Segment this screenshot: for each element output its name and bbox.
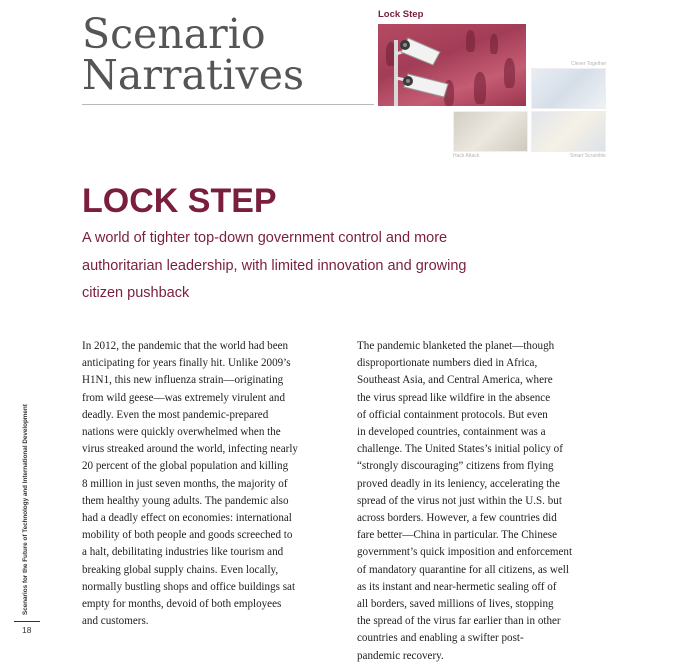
- body-text-left-column: In 2012, the pandemic that the world had been anticipating for years finally hit. Unlike 2009’s H1N1, this new influenza strain—originating from wild geese—was extremely virulent and deadly. Even the most pandemic-prepared nations were quickly overwhelmed when the virus streaked around the world, infecting nearly 20 percent of the global population and killing 8 million in just seven months, the majority of them healthy young adults. The pandemic also had a deadly effect on economies: international mobility of both people and goods screeched to a halt, debilitating industries like tourism and breaking global supply chains. Even locally, normally bustling shops and office buildings sat empty for months, devoid of both employees and customers.: [82, 340, 298, 628]
- smart-scramble-image: [531, 111, 606, 152]
- scenario-heading: LOCK STEP: [82, 182, 277, 220]
- section-title: [82, 10, 372, 99]
- lock-step-image: [378, 24, 526, 106]
- smart-scramble-label: Smart Scramble: [570, 153, 606, 159]
- clever-together-label: Clever Together: [571, 61, 607, 67]
- publication-side-label: Scenarios for the Future of Technology and International Development: [22, 404, 29, 615]
- title-divider: [82, 104, 374, 105]
- page-number: 18: [22, 625, 32, 635]
- hack-attack-label: Hack Attack: [453, 153, 480, 159]
- section-title-line-1: Scenario: [82, 10, 266, 58]
- surveillance-camera-icon: [378, 24, 526, 106]
- body-text-right-column: The pandemic blanketed the planet—though disproportionate numbers died in Africa, Southeast Asia, and Central America, where the virus spread like wildfire in the absence of official containment protocols. But even in developed countries, containment was a challenge. The United States’s initial policy of “strongly discouraging” citizens from flying proved deadly in its leniency, accelerating the spread of the virus not just within the U.S. but across borders. However, a few countries did fare better—China in particular. The Chinese government’s quick imposition and enforcement of mandatory quarantine for all citizens, as well as its instant and near-hermetic sealing off of all borders, saved millions of lives, stopping the spread of the virus far earlier than in other countries and enabling a swifter post- pandemic recovery.: [357, 340, 573, 662]
- hack-attack-image: [453, 111, 528, 152]
- clever-together-image: [531, 68, 606, 109]
- scenario-subtitle: A world of tighter top-down government control and more authoritarian leadership, with limited innovation and growing citizen pushback: [82, 230, 467, 301]
- page-number-divider: [14, 621, 40, 622]
- active-scenario-label: Lock Step: [378, 9, 424, 20]
- section-title-line-2: Narratives: [82, 51, 305, 99]
